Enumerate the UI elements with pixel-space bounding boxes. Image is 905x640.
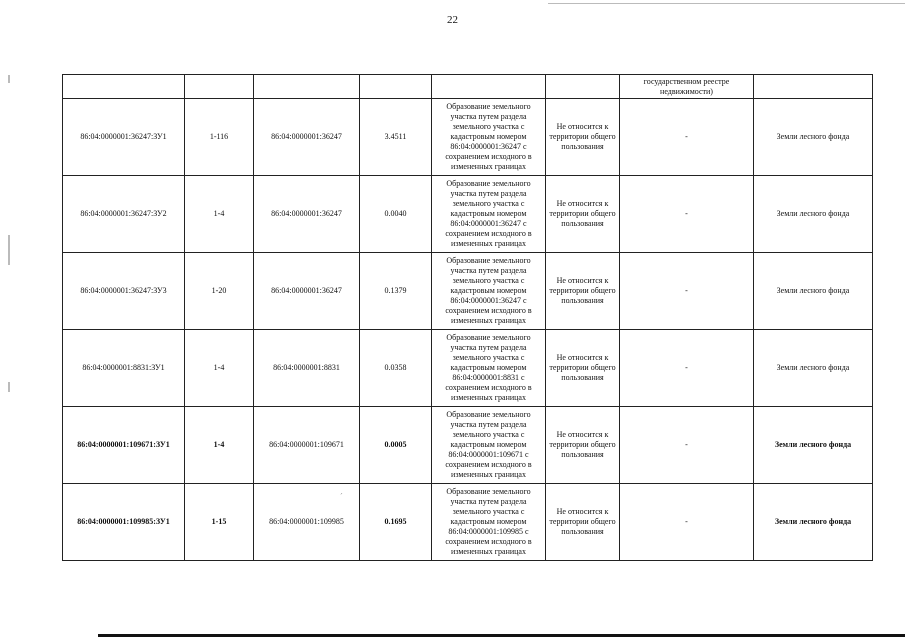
cadastral-number-cell: 86:04:0000001:36247:ЗУ2 bbox=[63, 176, 185, 253]
cadastral-number-cell: 86:04:0000001:36247:ЗУ3 bbox=[63, 253, 185, 330]
scan-bottom-bar bbox=[98, 634, 905, 637]
header-cell bbox=[546, 75, 620, 99]
formation-method-cell: Образование земельного участка путем раздела земельного участка с кадастровым номером 86:04:0000001:36247 с сохранением исходного в измененных границах bbox=[432, 176, 546, 253]
source-plot-cell: 86:04:0000001:36247 bbox=[254, 99, 360, 176]
header-cell-registry: государственном реестре недвижимости) bbox=[620, 75, 754, 99]
public-use-cell: Не относится к территории общего пользования bbox=[546, 99, 620, 176]
registry-info-cell: - bbox=[620, 407, 754, 484]
table-header-row bbox=[63, 75, 873, 99]
table-row bbox=[63, 407, 873, 484]
land-plots-table bbox=[62, 74, 873, 561]
land-category-cell: Земли лесного фонда bbox=[754, 407, 873, 484]
scan-top-rule bbox=[548, 3, 905, 4]
zone-cell: 1-116 bbox=[185, 99, 254, 176]
table-row bbox=[63, 99, 873, 176]
registry-info-cell: - bbox=[620, 176, 754, 253]
scan-artifact bbox=[8, 235, 10, 265]
page-number: 22 bbox=[447, 14, 458, 26]
cadastral-number-cell: 86:04:0000001:8831:ЗУ1 bbox=[63, 330, 185, 407]
registry-info-cell: - bbox=[620, 330, 754, 407]
source-plot-cell: 86:04:0000001:109671 bbox=[254, 407, 360, 484]
formation-method-cell: Образование земельного участка путем раздела земельного участка с кадастровым номером 86:04:0000001:36247 с сохранением исходного в измененных границах bbox=[432, 253, 546, 330]
land-category-cell: Земли лесного фонда bbox=[754, 176, 873, 253]
formation-method-cell: Образование земельного участка путем раздела земельного участка с кадастровым номером 86:04:0000001:109985 с сохранением исходного в измененных границах bbox=[432, 484, 546, 561]
public-use-cell: Не относится к территории общего пользования bbox=[546, 484, 620, 561]
area-cell: 3.4511 bbox=[360, 99, 432, 176]
area-cell: 0.0005 bbox=[360, 407, 432, 484]
table-row bbox=[63, 484, 873, 561]
registry-info-cell: - bbox=[620, 484, 754, 561]
cadastral-number-cell: 86:04:0000001:36247:ЗУ1 bbox=[63, 99, 185, 176]
table-row bbox=[63, 330, 873, 407]
cadastral-number-cell: 86:04:0000001:109985:ЗУ1 bbox=[63, 484, 185, 561]
source-plot-cell: 86:04:0000001:36247 bbox=[254, 253, 360, 330]
registry-info-cell: - bbox=[620, 99, 754, 176]
header-cell bbox=[432, 75, 546, 99]
scan-artifact bbox=[8, 382, 10, 392]
source-plot-cell: 86:04:0000001:109985 bbox=[254, 484, 360, 561]
source-plot-cell: 86:04:0000001:36247 bbox=[254, 176, 360, 253]
area-cell: 0.0040 bbox=[360, 176, 432, 253]
area-cell: 0.1379 bbox=[360, 253, 432, 330]
area-cell: 0.0358 bbox=[360, 330, 432, 407]
table-row bbox=[63, 176, 873, 253]
formation-method-cell: Образование земельного участка путем раздела земельного участка с кадастровым номером 86:04:0000001:36247 с сохранением исходного в измененных границах bbox=[432, 99, 546, 176]
header-cell bbox=[63, 75, 185, 99]
land-category-cell: Земли лесного фонда bbox=[754, 330, 873, 407]
registry-info-cell: - bbox=[620, 253, 754, 330]
header-cell bbox=[360, 75, 432, 99]
table-row bbox=[63, 253, 873, 330]
land-category-cell: Земли лесного фонда bbox=[754, 484, 873, 561]
zone-cell: 1-4 bbox=[185, 176, 254, 253]
scan-artifact: ´ bbox=[340, 492, 343, 501]
header-cell bbox=[254, 75, 360, 99]
public-use-cell: Не относится к территории общего пользования bbox=[546, 253, 620, 330]
public-use-cell: Не относится к территории общего пользования bbox=[546, 176, 620, 253]
cadastral-number-cell: 86:04:0000001:109671:ЗУ1 bbox=[63, 407, 185, 484]
zone-cell: 1-20 bbox=[185, 253, 254, 330]
formation-method-cell: Образование земельного участка путем раздела земельного участка с кадастровым номером 86:04:0000001:8831 с сохранением исходного в измененных границах bbox=[432, 330, 546, 407]
zone-cell: 1-4 bbox=[185, 330, 254, 407]
source-plot-cell: 86:04:0000001:8831 bbox=[254, 330, 360, 407]
land-category-cell: Земли лесного фонда bbox=[754, 253, 873, 330]
public-use-cell: Не относится к территории общего пользования bbox=[546, 407, 620, 484]
zone-cell: 1-4 bbox=[185, 407, 254, 484]
scan-artifact bbox=[8, 75, 10, 83]
area-cell: 0.1695 bbox=[360, 484, 432, 561]
public-use-cell: Не относится к территории общего пользования bbox=[546, 330, 620, 407]
zone-cell: 1-15 bbox=[185, 484, 254, 561]
header-cell bbox=[754, 75, 873, 99]
formation-method-cell: Образование земельного участка путем раздела земельного участка с кадастровым номером 86:04:0000001:109671 с сохранением исходного в измененных границах bbox=[432, 407, 546, 484]
header-cell bbox=[185, 75, 254, 99]
land-category-cell: Земли лесного фонда bbox=[754, 99, 873, 176]
